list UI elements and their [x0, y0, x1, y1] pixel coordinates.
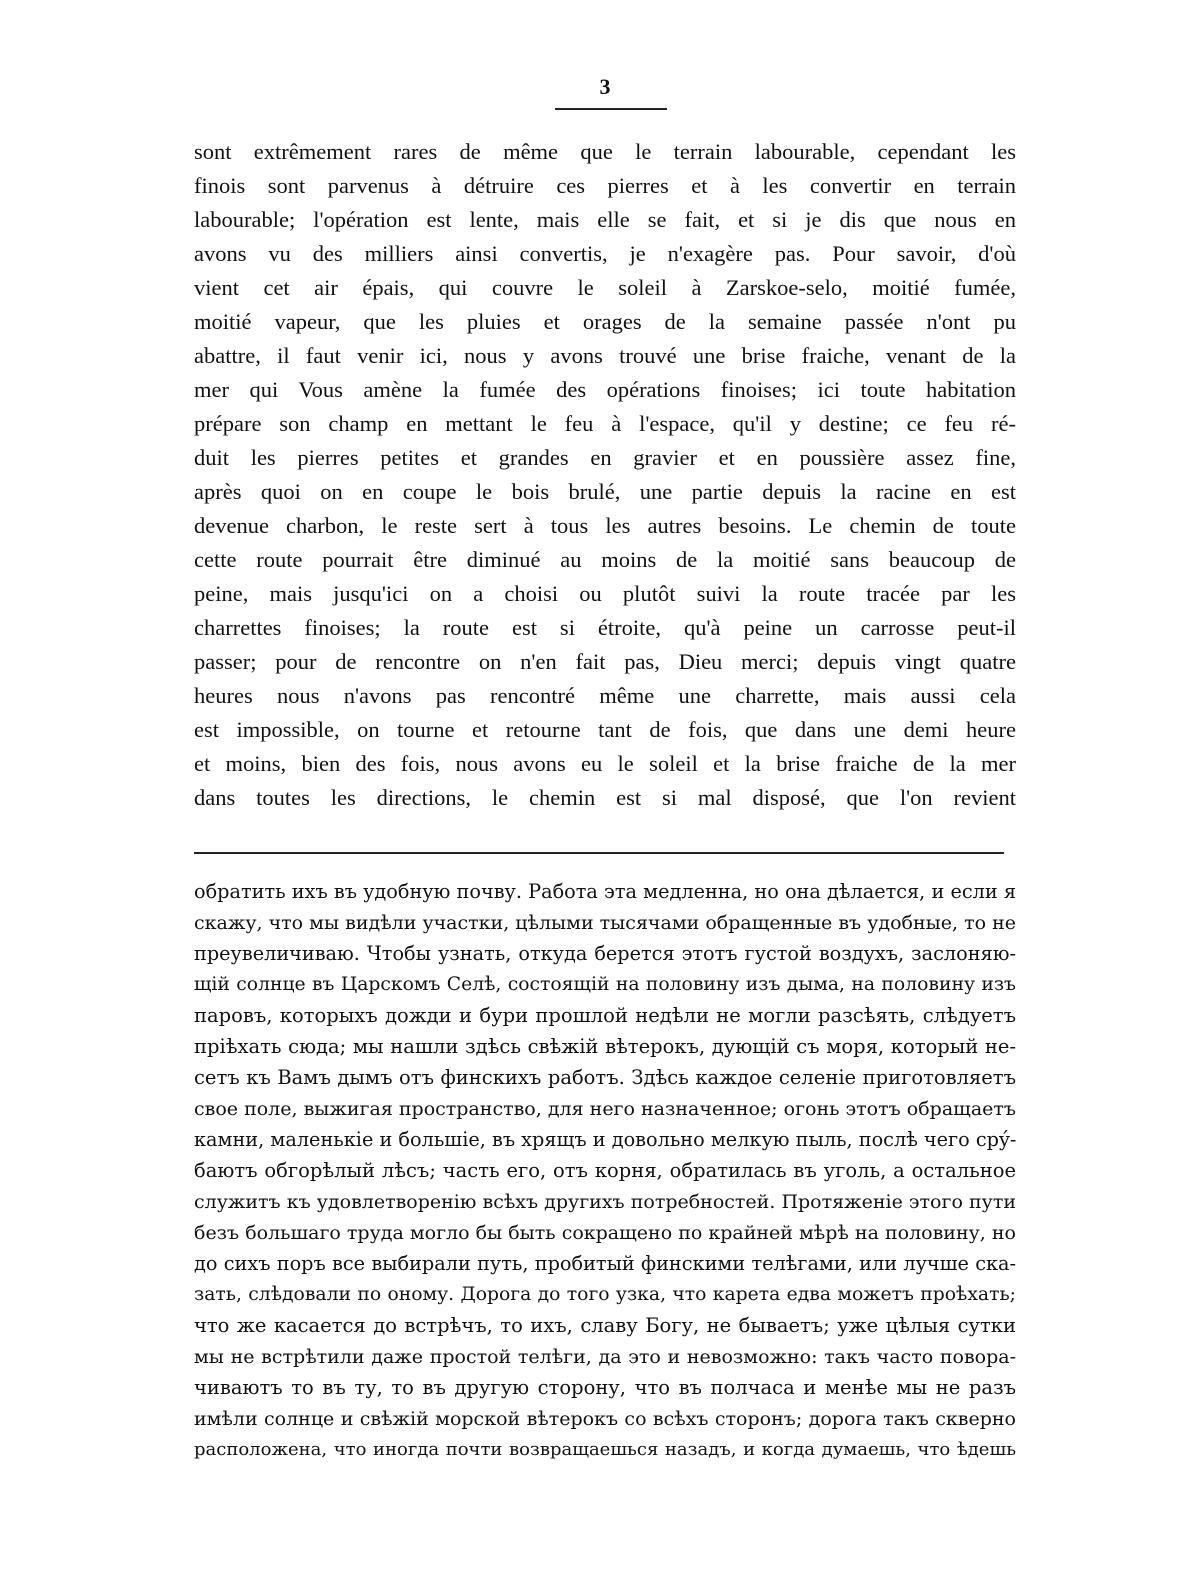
main-text-line: finois sont parvenus à détruire ces pierres et à les convertir en terrain — [194, 173, 1016, 198]
footnote-line: свое поле, выжигая пространство, для него назначенное; огонь этотъ обращаетъ — [194, 1098, 1016, 1120]
footnote-line: сетъ къ Вамъ дымъ отъ финскихъ работъ. Здѣсь каждое селеніе приготовляетъ — [194, 1066, 1016, 1089]
page-number-rule — [555, 108, 667, 110]
main-text-line: heures nous n'avons pas rencontré même une charrette, mais aussi cela — [194, 683, 1016, 708]
footnote-line: баютъ обгорѣлый лѣсъ; часть его, отъ корня, обратилась въ уголь, а остальное — [194, 1159, 1016, 1182]
footnote-line: безъ большаго труда могло бы быть сокращено по крайней мѣрѣ на половину, но — [194, 1222, 1016, 1244]
main-text-line: moitié vapeur, que les pluies et orages de la semaine passée n'ont pu — [194, 309, 1016, 334]
main-text-line: mer qui Vous amène la fumée des opérations finoises; ici toute habitation — [194, 377, 1016, 402]
main-text-line: prépare son champ en mettant le feu à l'espace, qu'il y destine; ce feu ré- — [194, 411, 1016, 436]
footnote-line: зать, слѣдовали по оному. Дорога до того узка, что карета едва можетъ проѣхать; — [194, 1284, 1016, 1305]
footnote-line: паровъ, которыхъ дожди и бури прошлой недѣли не могли разсѣять, слѣдуетъ — [194, 1004, 1016, 1027]
main-text-line: duit les pierres petites et grandes en gravier et en poussière assez fine, — [194, 445, 1016, 470]
main-text-line: dans toutes les directions, le chemin est si mal disposé, que l'on revient — [194, 785, 1016, 810]
footnote-line: что же касается до встрѣчъ, то ихъ, славу Богу, не бываетъ; уже цѣлыя сутки — [194, 1314, 1016, 1337]
footnote-line: камни, маленькіе и большіе, въ хрящъ и довольно мелкую пыль, послѣ чего срý- — [194, 1128, 1016, 1151]
main-text-line: et moins, bien des fois, nous avons eu le soleil et la brise fraiche de la mer — [194, 751, 1016, 776]
footnote-line: расположена, что иногда почти возвращаешься назадъ, и когда думаешь, что ѣдешь — [194, 1439, 1016, 1460]
main-text-line: passer; pour de rencontre on n'en fait pas, Dieu merci; depuis vingt quatre — [194, 649, 1016, 674]
main-text-line: cette route pourrait être diminué au moins de la moitié sans beaucoup de — [194, 547, 1016, 572]
main-text-line: abattre, il faut venir ici, nous y avons trouvé une brise fraiche, venant de la — [194, 343, 1016, 368]
main-text-line: labourable; l'opération est lente, mais elle se fait, et si je dis que nous en — [194, 207, 1016, 232]
footnote-line: имѣли солнце и свѣжій морской вѣтерокъ со всѣхъ сторонъ; дорога такъ скверно — [194, 1408, 1016, 1430]
footnote-line: чиваютъ то въ ту, то въ другую сторону, что въ полчаса и менѣе мы не разъ — [194, 1376, 1016, 1399]
footnote-line: пріѣхать сюда; мы нашли здѣсь свѣжій вѣтерокъ, дующій съ моря, который не- — [194, 1035, 1016, 1058]
footnote-line: скажу, что мы видѣли участки, цѣлыми тысячами обращенные въ удобные, то не — [194, 912, 1016, 934]
footnote-line: мы не встрѣтили даже простой телѣги, да это и невозможно: такъ часто повора- — [194, 1346, 1016, 1368]
page-number: 3 — [599, 74, 611, 99]
main-text-line: devenue charbon, le reste sert à tous les autres besoins. Le chemin de toute — [194, 513, 1016, 538]
main-text-line: charrettes finoises; la route est si étroite, qu'à peine un carrosse peut-il — [194, 615, 1016, 640]
footnote-line: обратить ихъ въ удобную почву. Работа эта медленна, но она дѣлается, и если я — [194, 880, 1016, 903]
footnote-line: до сихъ поръ все выбирали путь, пробитый финскими телѣгами, или лучше ска- — [194, 1252, 1016, 1275]
main-text-line: vient cet air épais, qui couvre le soleil à Zarskoe-selo, moitié fumée, — [194, 275, 1016, 300]
footnote-line: щій солнце въ Царскомъ Селѣ, состоящій на половину изъ дыма, на половину изъ — [194, 974, 1016, 995]
main-text-line: sont extrêmement rares de même que le terrain labourable, cependant les — [194, 139, 1016, 164]
footnote-line: служитъ къ удовлетворенію всѣхъ другихъ потребностей. Протяженіе этого пути — [194, 1191, 1016, 1213]
main-text-line: est impossible, on tourne et retourne tant de fois, que dans une demi heure — [194, 717, 1016, 742]
main-text-line: avons vu des milliers ainsi convertis, je n'exagère pas. Pour savoir, d'où — [194, 241, 1016, 266]
footnote-rule — [194, 852, 1004, 854]
footnote-line: преувеличиваю. Чтобы узнать, откуда берется этотъ густой воздухъ, заслоняю- — [194, 942, 1016, 965]
main-text-line: peine, mais jusqu'ici on a choisi ou plutôt suivi la route tracée par les — [194, 581, 1016, 606]
main-text-line: après quoi on en coupe le bois brulé, une partie depuis la racine en est — [194, 479, 1016, 504]
